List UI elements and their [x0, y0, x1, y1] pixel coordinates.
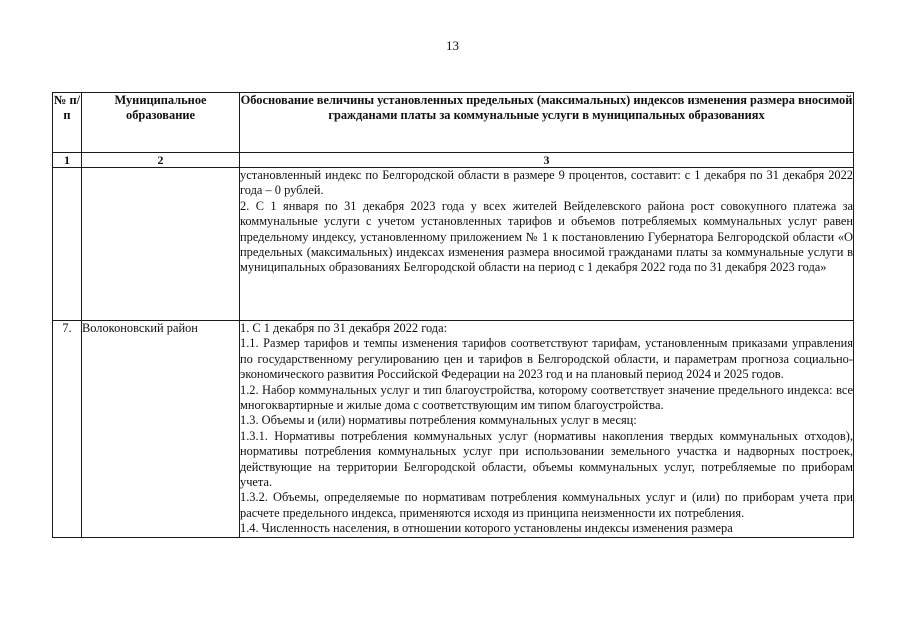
header-justification: Обоснование величины установленных предельных (максимальных) индексов изменения размера вносимой гражданами платы за коммунальные услуги в муниципальных образованиях [240, 93, 854, 153]
row-municipality [82, 168, 240, 321]
paragraph: 1.1. Размер тарифов и темпы изменения тарифов соответствуют тарифам, установленным приказами управления по государственному регулированию цен и тарифов в Белгородской области, и параметрам прогноза социально-экономического развития Российской Федерации на 2023 год и на плановый период 2024 и 2025 годов. [240, 336, 853, 382]
paragraph: 1.2. Набор коммунальных услуг и тип благоустройства, которому соответствует значение предельного индекса: все многоквартирные и жилые дома с соответствующим им типом благоустройства. [240, 382, 853, 413]
table-row [53, 168, 854, 321]
paragraph: 1.3.2. Объемы, определяемые по нормативам потребления коммунальных услуг и (или) по приборам учета при расчете предельного индекса, применяются исходя из принципа неизменности их потребления. [240, 490, 853, 520]
header-number: № п/п [53, 93, 82, 153]
table-header-row [53, 93, 854, 153]
paragraph: 1.3. Объемы и (или) нормативы потребления коммунальных услуг в месяц: [240, 413, 637, 428]
paragraph: 2. С 1 января по 31 декабря 2023 года у всех жителей Вейделевского района рост совокупного платежа за коммунальные услуги с учетом установленных тарифов и объемов потребляемых коммунальных услуг равен предельному индексу, установленному приложением № 1 к постановлению Губернатора Белгородской области «О предельных (максимальных) индексах изменения размера вносимой гражданами платы за коммунальные услуги в муниципальных образованиях Белгородской области на период с 1 декабря 2022 года по 31 декабря 2023 года» [240, 198, 853, 275]
row-municipality: Волоконовский район [82, 321, 240, 538]
header-municipality: Муниципальное образование [82, 93, 240, 153]
column-number-2: 2 [82, 153, 240, 168]
column-numbers-row [53, 153, 854, 168]
column-number-1: 1 [53, 153, 82, 168]
page-number: 13 [446, 38, 459, 53]
paragraph: 1.4. Численность населения, в отношении которого установлены индексы изменения размера [240, 521, 733, 536]
paragraph: 1. С 1 декабря по 31 декабря 2022 года: [240, 321, 448, 335]
row-justification [240, 168, 854, 321]
paragraph: 1.3.1. Нормативы потребления коммунальных услуг (нормативы накопления твердых коммунальных отходов), нормативы потребления коммунальных услуг при использовании земельного участка и надворных построек, действующие на территории Белгородской области, объемы коммунальных услуг, потребляемые по приборам учета. [240, 428, 853, 490]
justification-table [52, 92, 854, 538]
row-index [53, 168, 82, 321]
row-justification [240, 321, 854, 538]
paragraph: установленный индекс по Белгородской области в размере 9 процентов, составит: с 1 декабря по 31 декабря 2022 года – 0 рублей. [240, 168, 853, 198]
column-number-3: 3 [240, 153, 854, 168]
table-row [53, 321, 854, 538]
row-index: 7. [53, 321, 82, 538]
